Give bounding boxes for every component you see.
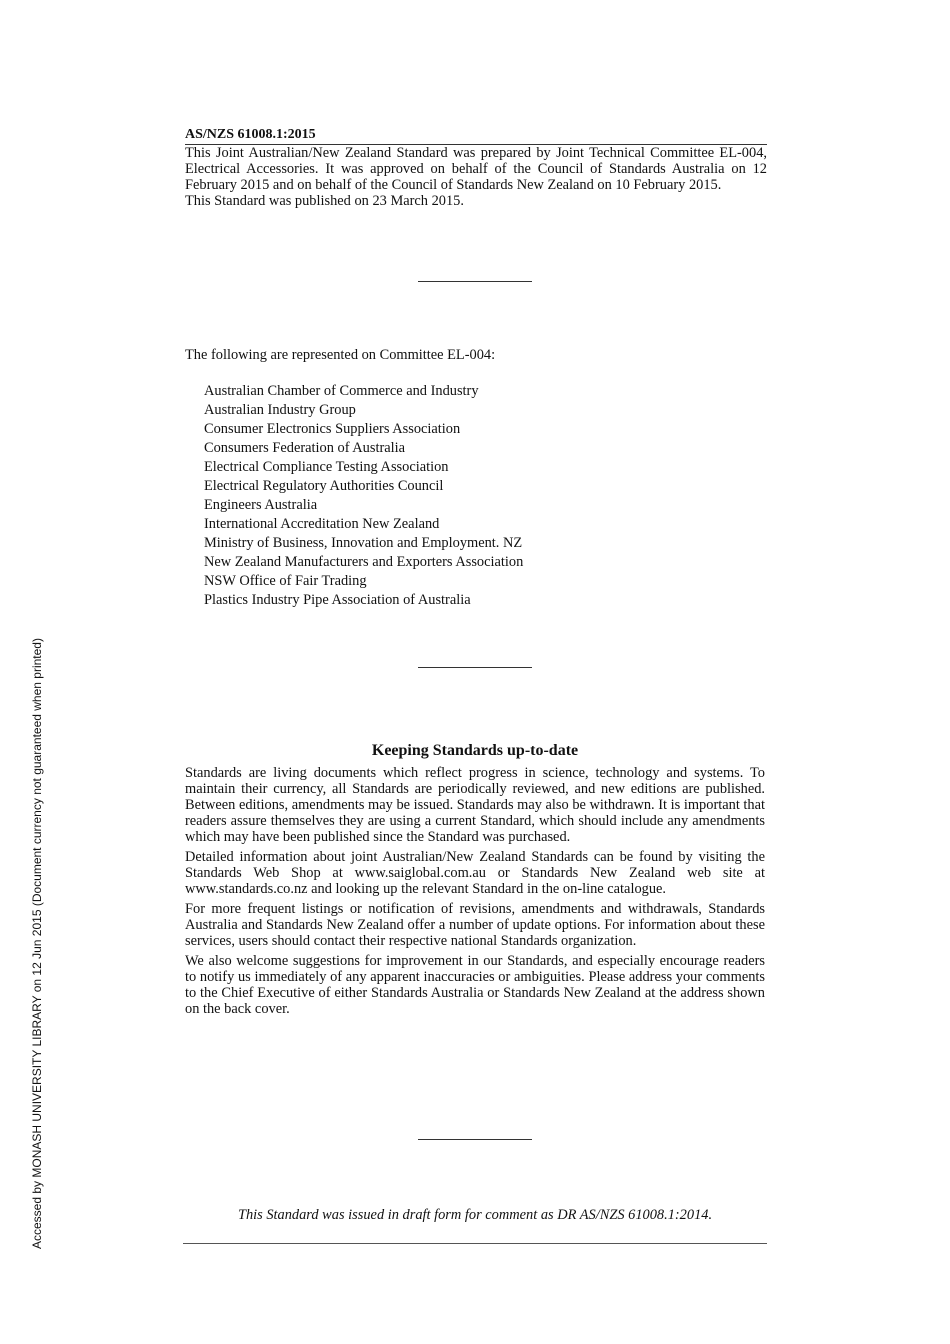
list-item: International Accreditation New Zealand — [204, 516, 440, 532]
standard-header — [185, 127, 767, 209]
list-item: Australian Chamber of Commerce and Industry — [204, 383, 479, 399]
list-item: Plastics Industry Pipe Association of Australia — [204, 592, 471, 608]
list-item: Australian Industry Group — [204, 402, 356, 418]
body-paragraph: Standards are living documents which reflect progress in science, technology and systems. To maintain their currency, all Standards are periodically reviewed, and new editions are published. Between editions, amendments may be issued. Standards may also be withdrawn. It is important that readers assure themselves they are using a current Standard, which should include any amendments which may have been published since the Standard was purchased. — [185, 765, 765, 845]
list-item: Engineers Australia — [204, 497, 318, 513]
list-item: Electrical Regulatory Authorities Council — [204, 478, 444, 494]
body-paragraph: Detailed information about joint Australian/New Zealand Standards can be found by visiting the Standards Web Shop at www.saiglobal.com.au or Standards New Zealand web site at www.standards.co.nz and looking up the relevant Standard in the on-line catalogue. — [185, 849, 765, 897]
committee-intro: The following are represented on Committee EL-004: — [185, 347, 496, 363]
list-item: Electrical Compliance Testing Association — [204, 459, 449, 475]
list-item: NSW Office of Fair Trading — [204, 573, 367, 589]
draft-note: This Standard was issued in draft form for comment as DR AS/NZS 61008.1:2014. — [237, 1207, 713, 1223]
keeping-standards-section — [185, 741, 765, 1021]
published-line: This Standard was published on 23 March 2015. — [185, 193, 464, 209]
body-paragraph: For more frequent listings or notification of revisions, amendments and withdrawals, Standards Australia and Standards New Zealand offer a number of update options. For information about these services, users should contact their respective national Standards organization. — [185, 901, 765, 949]
committee-member-list — [204, 382, 523, 610]
section-heading: Keeping Standards up-to-date — [371, 742, 579, 759]
list-item: Consumers Federation of Australia — [204, 440, 406, 456]
approval-statement — [185, 145, 767, 209]
list-item: New Zealand Manufacturers and Exporters Association — [204, 554, 524, 570]
body-paragraph: We also welcome suggestions for improvement in our Standards, and especially encourage readers to notify us immediately of any apparent inaccuracies or ambiguities. Please address your comments to the Chief Executive of either Standards Australia or Standards New Zealand at the address shown on the back cover. — [185, 953, 765, 1017]
list-item: Consumer Electronics Suppliers Association — [204, 421, 461, 437]
section-divider — [418, 1139, 532, 1140]
footer-rule — [183, 1243, 767, 1244]
list-item: Ministry of Business, Innovation and Employment. NZ — [204, 535, 523, 551]
section-divider — [418, 281, 532, 282]
standard-id: AS/NZS 61008.1:2015 — [185, 127, 767, 145]
approval-paragraph: This Joint Australian/New Zealand Standard was prepared by Joint Technical Committee EL-004, Electrical Accessories. It was approved on behalf of the Council of Standards Australia on 12 February 2015 and on behalf of the Council of Standards New Zealand on 10 February 2015. — [185, 145, 767, 193]
section-divider — [418, 667, 532, 668]
access-watermark: Accessed by MONASH UNIVERSITY LIBRARY on 12 Jun 2015 (Document currency not guaranteed when printed) — [30, 638, 44, 1249]
